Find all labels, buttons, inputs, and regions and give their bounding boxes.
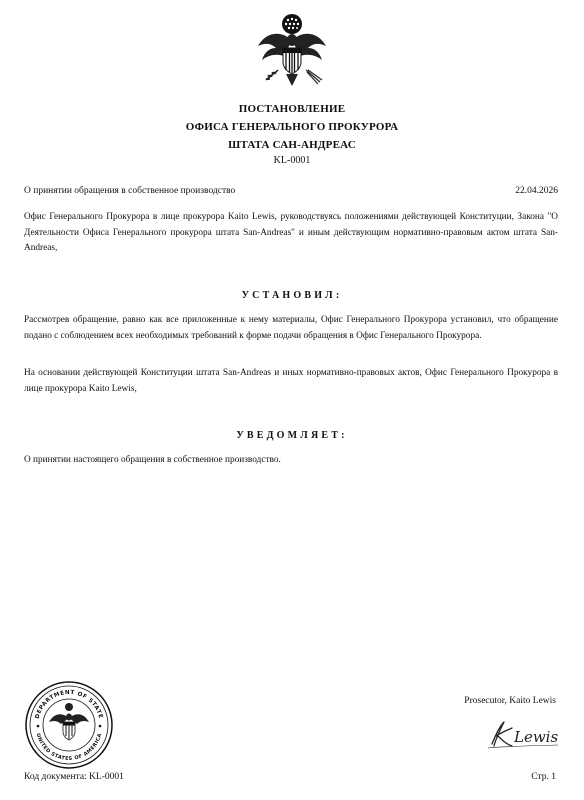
svg-text:Lewis: Lewis	[514, 728, 559, 746]
signature-image	[486, 718, 560, 750]
subject-text: О принятии обращения в собственное производство	[24, 186, 236, 196]
document-number: KL-0001	[273, 155, 311, 166]
title-line-1: ПОСТАНОВЛЕНИЕ	[238, 103, 346, 115]
document-title	[0, 100, 584, 154]
seal-text-top: DEPARTMENT OF STATE	[34, 689, 104, 720]
intro-paragraph: Офис Генерального Прокурора в лице прокурора Kaito Lewis, руководствуясь положениями действующей Конституции, Закона "О Деятельности Офиса Генерального прокурора штата San-Andreas" и иным действующим нормативно-правовым актом штата San-Andreas,	[24, 212, 558, 253]
title-line-2: ОФИСА ГЕНЕРАЛЬНОГО ПРОКУРОРА	[185, 121, 399, 133]
title-line-3: ШТАТА САН-АНДРЕАС	[228, 139, 356, 151]
established-paragraph-1: Рассмотрев обращение, равно как все приложенные к нему материалы, Офис Генерального Прокурора установил, что обращение подано с соблюдением всех необходимых требований к форме подачи обращения в Офис Генерального Прокурора.	[24, 315, 558, 341]
department-seal-icon	[24, 680, 114, 770]
footer-page-number: Стр. 1	[531, 772, 556, 782]
eagle-emblem-icon	[252, 10, 332, 88]
heading-notifies: УВЕДОМЛЯЕТ:	[236, 430, 348, 441]
notifies-paragraph: О принятии настоящего обращения в собственное производство.	[24, 455, 281, 465]
established-paragraph-2: На основании действующей Конституции штата San-Andreas и иных нормативно-правовых актов, Офис Генерального Прокурора в лице прокурора Kaito Lewis,	[24, 368, 558, 394]
subject-row	[24, 186, 558, 196]
heading-established: УСТАНОВИЛ:	[241, 290, 343, 301]
document-date: 22.04.2026	[515, 186, 558, 196]
seal-text-bottom: UNITED STATES OF AMERICA	[34, 732, 104, 763]
footer-doc-code: Код документа: KL-0001	[24, 772, 124, 782]
signer-name: Prosecutor, Kaito Lewis	[464, 696, 556, 706]
